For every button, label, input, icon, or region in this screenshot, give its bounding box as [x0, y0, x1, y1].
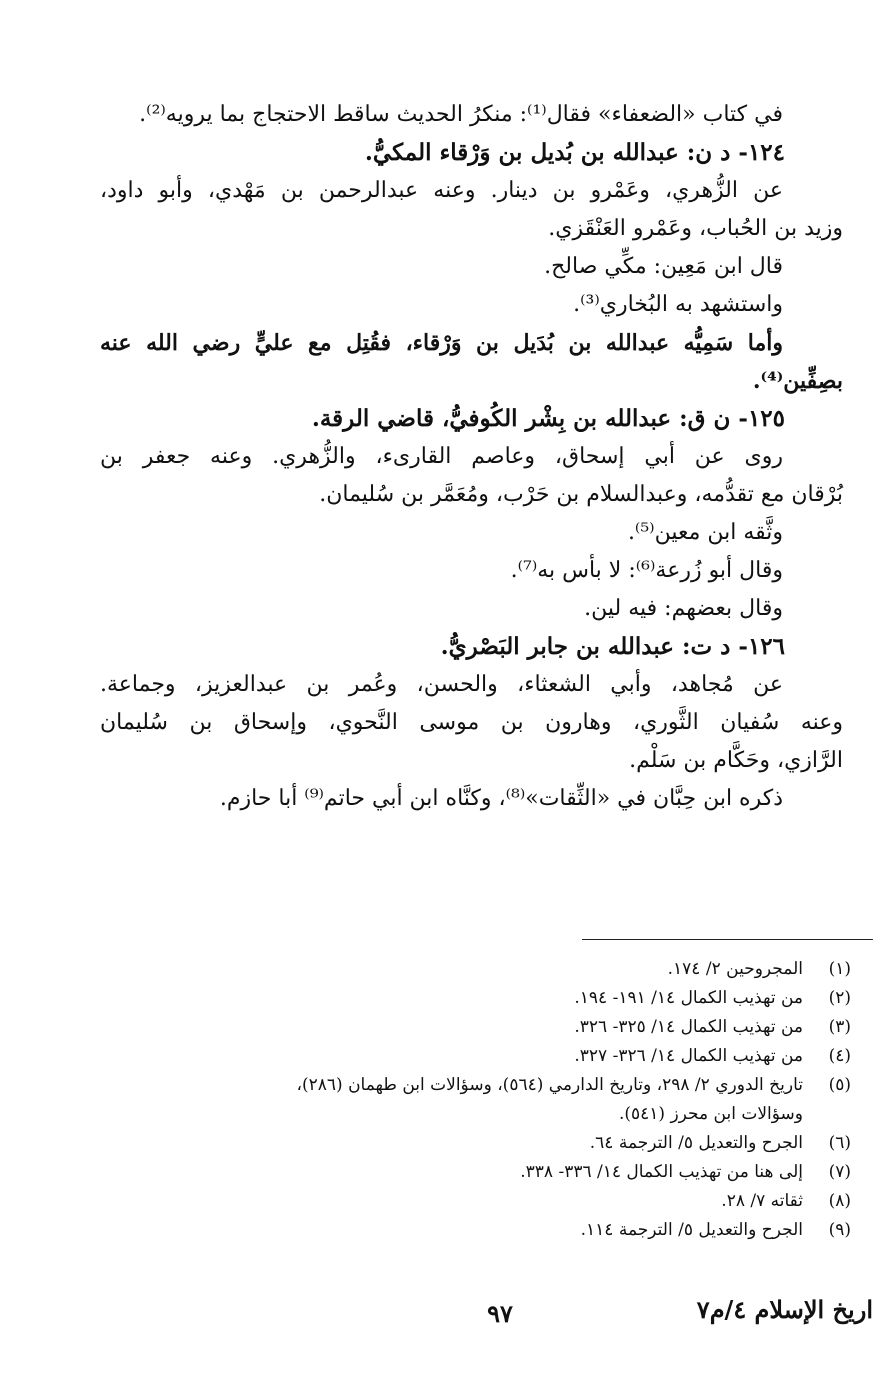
- footnote-text: من تهذيب الكمال ١٤/ ٣٢٦- ٣٢٧.: [574, 1046, 803, 1066]
- footnote-text: تاريخ الدوري ٢/ ٢٩٨، وتاريخ الدارمي (٥٦٤)، وسؤالات ابن طهمان (٢٨٦)،: [296, 1075, 803, 1095]
- footnote-item: [100, 1158, 851, 1187]
- footnote-text: الجرح والتعديل ٥/ الترجمة ٦٤.: [589, 1133, 803, 1153]
- text-line: بُرْقان مع تقدُّمه، وعبدالسلام بن حَرْب، ومُعَمَّر بن سُليمان.: [319, 482, 843, 507]
- footnote-number: (٦): [828, 1133, 851, 1153]
- footnote-item: [100, 984, 851, 1013]
- footnote-item: [100, 955, 851, 984]
- footnote-number: (٤): [828, 1046, 851, 1066]
- text-line: الرَّازي، وحَكَّام بن سَلْم.: [629, 748, 843, 773]
- footnote-text: من تهذيب الكمال ١٤/ ٣٢٥- ٣٢٦.: [574, 1017, 803, 1037]
- text-line: وثَّقه ابن معين⁽⁵⁾.: [627, 520, 783, 545]
- entry-heading-125: ١٢٥- ن ق: عبدالله بن بِشْر الكُوفيُّ، قاضي الرقة.: [311, 405, 785, 432]
- footnote-item: [100, 1129, 851, 1158]
- text-line: ذكره ابن حِبَّان في «الثِّقات»⁽⁸⁾، وكنَّاه ابن أبي حاتم⁽⁹⁾ أبا حازم.: [219, 786, 783, 811]
- text-line: بصِفِّين⁽⁴⁾.: [752, 368, 843, 394]
- page-footer: [0, 1295, 873, 1335]
- footnote-number: (٢): [828, 988, 851, 1008]
- text-line: وأما سَمِيُّه عبدالله بن بُدَيل بن وَرْقاء، فقُتِل مع عليٍّ رضي الله عنه: [100, 330, 783, 356]
- text-line: عن الزُّهري، وعَمْرو بن دينار. وعنه عبدالرحمن بن مَهْدي، وأبو داود،: [100, 178, 783, 203]
- footnote-item: [100, 1071, 851, 1129]
- footnote-text: الجرح والتعديل ٥/ الترجمة ١١٤.: [580, 1220, 803, 1240]
- footnote-number: (١): [828, 959, 851, 979]
- footnote-number: (٩): [828, 1220, 851, 1240]
- text-line: روى عن أبي إسحاق، وعاصم القارىء، والزُّهري. وعنه جعفر بن: [100, 444, 783, 469]
- footnote-number: (٥): [828, 1075, 851, 1095]
- entry-heading-126: ١٢٦- د ت: عبدالله بن جابر البَصْريُّ.: [440, 633, 785, 660]
- main-text: [100, 96, 843, 818]
- footnote-divider: [582, 939, 873, 940]
- footnote-text: إلى هنا من تهذيب الكمال ١٤/ ٣٣٦- ٣٣٨.: [520, 1162, 803, 1182]
- footnote-item: [100, 1216, 851, 1245]
- footnote-text-block: [100, 1071, 803, 1129]
- footnote-text: المجروحين ٢/ ١٧٤.: [667, 959, 803, 979]
- text-line: في كتاب «الضعفاء» فقال⁽¹⁾: منكرُ الحديث ساقط الاحتجاج بما يرويه⁽²⁾.: [139, 102, 783, 127]
- text-line: قال ابن مَعِين: مكِّي صالح.: [544, 254, 783, 279]
- footnote-text-continued: وسؤالات ابن محرز (٥٤١).: [618, 1104, 803, 1124]
- footnote-item: [100, 1042, 851, 1071]
- text-line: واستشهد به البُخاري⁽³⁾.: [573, 292, 783, 317]
- text-line: وقال أبو زُرعة⁽⁶⁾: لا بأس به⁽⁷⁾.: [510, 558, 783, 583]
- running-head: اريخ الإسلام ٤/م٧: [696, 1295, 873, 1324]
- footnote-item: [100, 1013, 851, 1042]
- footnote-item: [100, 1187, 851, 1216]
- entry-heading-124: ١٢٤- د ن: عبدالله بن بُديل بن وَرْقاء المكيُّ.: [364, 139, 785, 166]
- text-line: وزيد بن الحُباب، وعَمْرو العَنْقَزي.: [548, 216, 843, 241]
- footnote-text: من تهذيب الكمال ١٤/ ١٩١- ١٩٤.: [574, 988, 803, 1008]
- text-line: وعنه سُفيان الثَّوري، وهارون بن موسى النَّحوي، وإسحاق بن سُليمان: [100, 710, 843, 735]
- footnotes: [100, 955, 851, 1245]
- text-line: عن مُجاهد، وأبي الشعثاء، والحسن، وعُمر بن عبدالعزيز، وجماعة.: [100, 672, 783, 697]
- page-number: ٩٧: [487, 1299, 513, 1328]
- footnote-number: (٨): [828, 1191, 851, 1211]
- footnote-number: (٧): [828, 1162, 851, 1182]
- footnote-text: ثقاته ٧/ ٢٨.: [721, 1191, 803, 1211]
- text-line: وقال بعضهم: فيه لين.: [584, 596, 783, 621]
- footnote-number: (٣): [828, 1017, 851, 1037]
